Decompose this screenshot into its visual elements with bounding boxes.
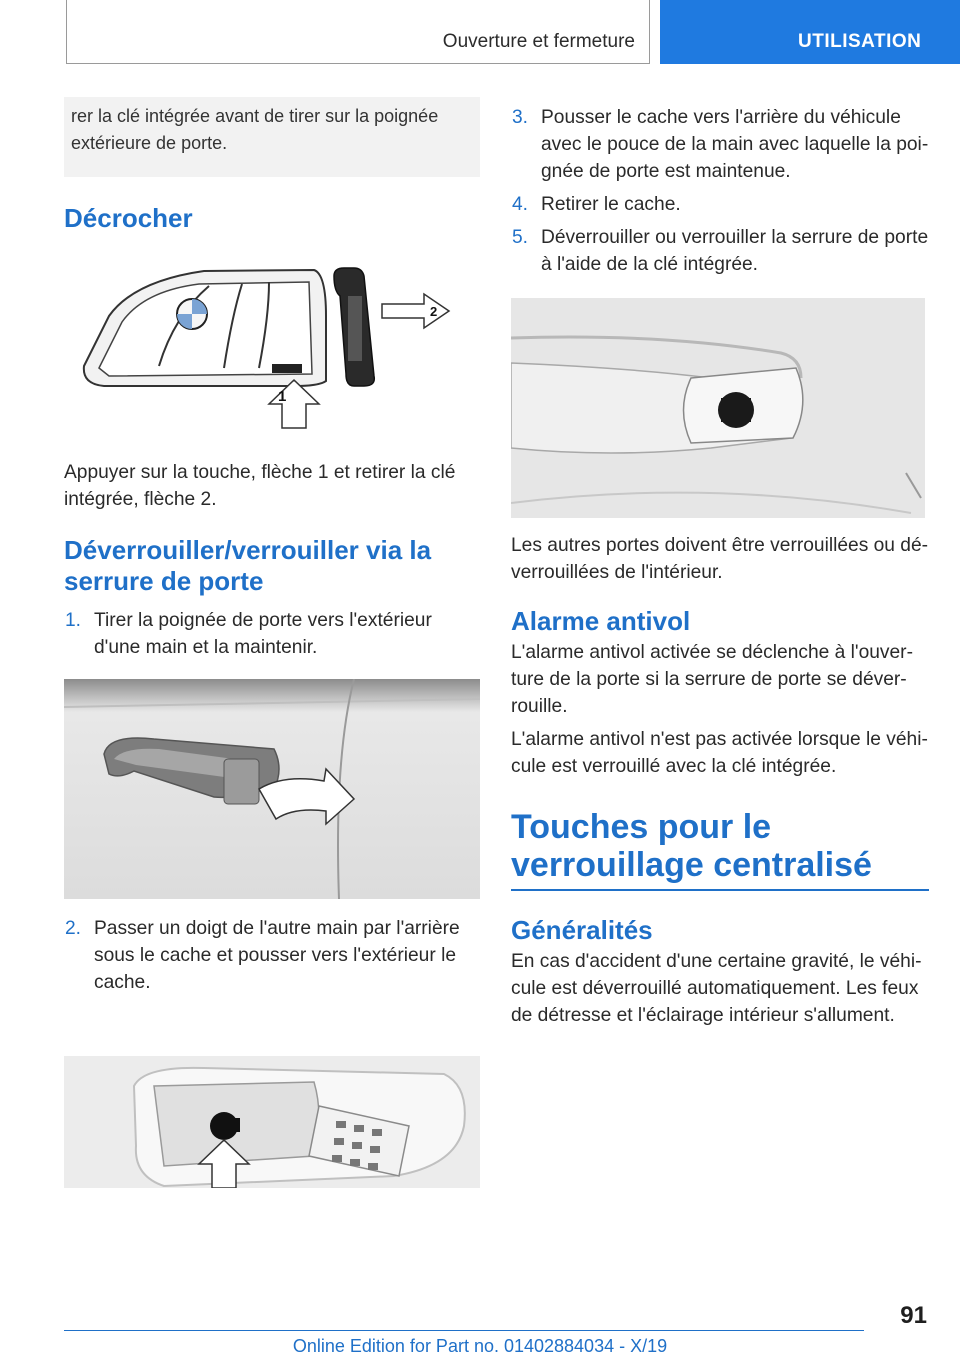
- header-chapter-tab[interactable]: [660, 0, 960, 64]
- lock-cylinder-photo: [511, 298, 925, 518]
- heading-central-locking: Touches pour le verrouillage centralisé: [511, 808, 872, 884]
- step-number: 4.: [512, 194, 529, 215]
- cover-removal-photo: [64, 1056, 480, 1188]
- header-section-title: Ouverture et fermeture: [442, 31, 635, 52]
- arrow-1-icon: [269, 380, 319, 428]
- arrow-2-label: 2: [430, 304, 438, 319]
- step-item: [511, 104, 929, 185]
- heading-unlock-door-lock: Déverrouiller/verrouiller via la serrure de porte: [64, 535, 432, 596]
- section-rule: [511, 889, 929, 891]
- key-illustration: [64, 256, 480, 431]
- step-text: Pousser le cache vers l'arrière du véhicule avec le pouce de la main avec laquelle la poignée de porte est maintenue.: [541, 107, 929, 182]
- heading-decrocher: Décrocher: [64, 203, 193, 233]
- step-text: Déverrouiller ou verrouiller la serrure de porte à l'aide de la clé intégrée.: [541, 227, 929, 275]
- steps-list-left-2: [64, 915, 480, 996]
- arrow-2-icon: [382, 294, 449, 328]
- general-text: En cas d'accident d'une certaine gravité, le véhicule est déverrouillé automatiquement. Les feux de détresse et l'éclairage intérieur s'allument.: [511, 951, 922, 1026]
- steps-list-right: [511, 104, 929, 278]
- step-number: 2.: [65, 918, 82, 939]
- arrow-1-label: 1: [278, 388, 287, 405]
- alarm-text-1: L'alarme antivol activée se déclenche à l'ouverture de la porte si la serrure de porte se déverrouille.: [511, 642, 913, 717]
- step-text: Tirer la poignée de porte vers l'extérieur d'une main et la maintenir.: [94, 610, 432, 658]
- heading-alarm: Alarme antivol: [511, 606, 691, 636]
- step-item: [511, 191, 929, 218]
- step-text: Passer un doigt de l'autre main par l'arrière sous le cache et pousser vers l'extérieur le cache.: [94, 918, 460, 993]
- right-column: [511, 104, 929, 1029]
- step-number: 3.: [512, 107, 529, 128]
- heading-general: Généralités: [511, 915, 653, 945]
- header-section-box: [66, 0, 650, 64]
- footer-rule: [64, 1330, 864, 1331]
- decrocher-text: Appuyer sur la touche, flèche 1 et retirer la clé intégrée, flèche 2.: [64, 462, 456, 510]
- step-item: [511, 224, 929, 278]
- footer-edition: Online Edition for Part no. 01402884034 - X/19: [292, 1336, 668, 1356]
- step-text: Retirer le cache.: [541, 194, 681, 215]
- page-number: 91: [900, 1302, 927, 1329]
- left-column: [64, 97, 480, 1188]
- header-chapter-label: UTILISATION: [798, 31, 922, 52]
- other-doors-text: Les autres portes doivent être verrouillées ou déverrouillées de l'intérieur.: [511, 535, 929, 583]
- note-text: rer la clé intégrée avant de tirer sur la poignée extérieure de porte.: [71, 106, 439, 153]
- step-item: [64, 915, 480, 996]
- step-number: 5.: [512, 227, 529, 248]
- door-handle-photo: [64, 679, 480, 899]
- step-item: [64, 607, 480, 661]
- step-number: 1.: [65, 610, 82, 631]
- alarm-text-2: L'alarme antivol n'est pas activée lorsque le véhicule est verrouillé avec la clé intégrée.: [511, 729, 928, 777]
- note-box: [64, 97, 480, 177]
- steps-list-left: [64, 607, 480, 661]
